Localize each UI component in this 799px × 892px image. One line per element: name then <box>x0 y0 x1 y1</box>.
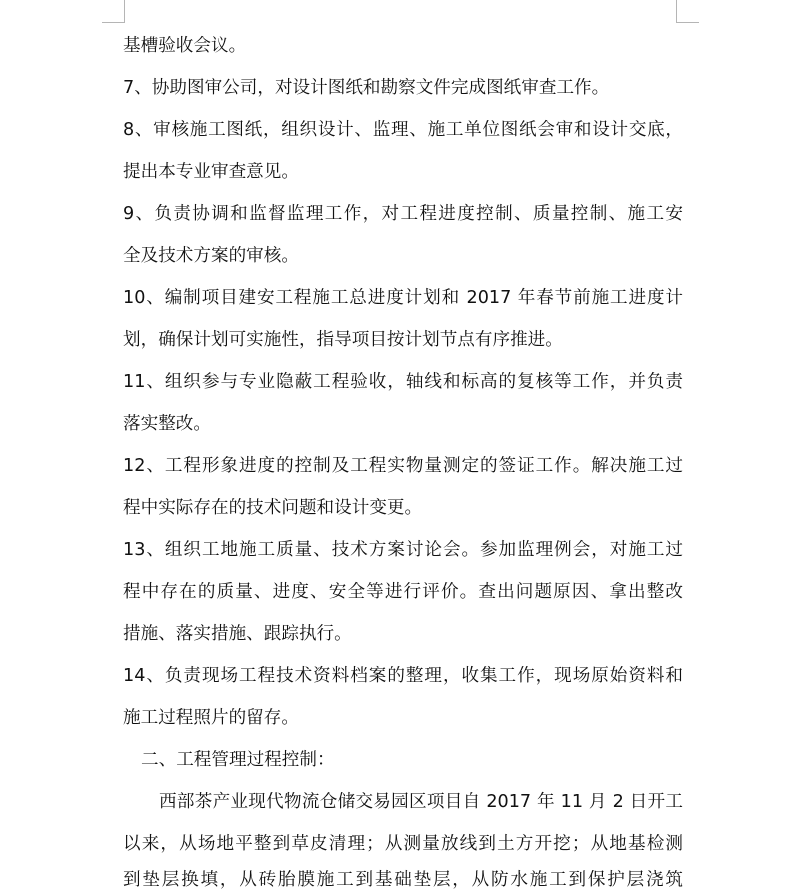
paragraph-line: 7、协助图审公司，对设计图纸和勘察文件完成图纸审查工作。 <box>123 78 610 98</box>
paragraph-line: 9、负责协调和监督监理工作，对工程进度控制、质量控制、施工安 <box>123 204 683 224</box>
paragraph-line: 13、组织工地施工质量、技术方案讨论会。参加监理例会，对施工过 <box>123 540 683 560</box>
paragraph-line: 提出本专业审查意见。 <box>123 162 299 182</box>
paragraph-line: 以来，从场地平整到草皮清理；从测量放线到土方开挖；从地基检测 <box>123 834 683 854</box>
paragraph-line: 基槽验收会议。 <box>123 36 247 56</box>
paragraph-line: 程中实际存在的技术问题和设计变更。 <box>123 498 423 518</box>
paragraph-line: 西部茶产业现代物流仓储交易园区项目自 2017 年 11 月 2 日开工 <box>159 792 683 812</box>
paragraph-line: 施工过程照片的留存。 <box>123 708 299 728</box>
paragraph-line: 全及技术方案的审核。 <box>123 246 299 266</box>
paragraph-line: 10、编制项目建安工程施工总进度计划和 2017 年春节前施工进度计 <box>123 288 683 308</box>
paragraph-line: 14、负责现场工程技术资料档案的整理，收集工作，现场原始资料和 <box>123 666 683 686</box>
paragraph-line: 到垫层换填，从砖胎膜施工到基础垫层，从防水施工到保护层浇筑 <box>123 870 683 890</box>
paragraph-line: 措施、落实措施、跟踪执行。 <box>123 624 352 644</box>
paragraph-line: 程中存在的质量、进度、安全等进行评价。查出问题原因、拿出整改 <box>123 582 683 602</box>
paragraph-line: 11、组织参与专业隐蔽工程验收，轴线和标高的复核等工作，并负责 <box>123 372 683 392</box>
paragraph-line: 划，确保计划可实施性，指导项目按计划节点有序推进。 <box>123 330 563 350</box>
paragraph-line: 12、工程形象进度的控制及工程实物量测定的签证工作。解决施工过 <box>123 456 683 476</box>
page-corner-mark-right <box>676 0 699 23</box>
section-heading: 二、工程管理过程控制： <box>141 750 335 770</box>
page-corner-mark-left <box>102 0 125 23</box>
paragraph-line: 8、审核施工图纸，组织设计、监理、施工单位图纸会审和设计交底， <box>123 120 683 140</box>
paragraph-line: 落实整改。 <box>123 414 211 434</box>
